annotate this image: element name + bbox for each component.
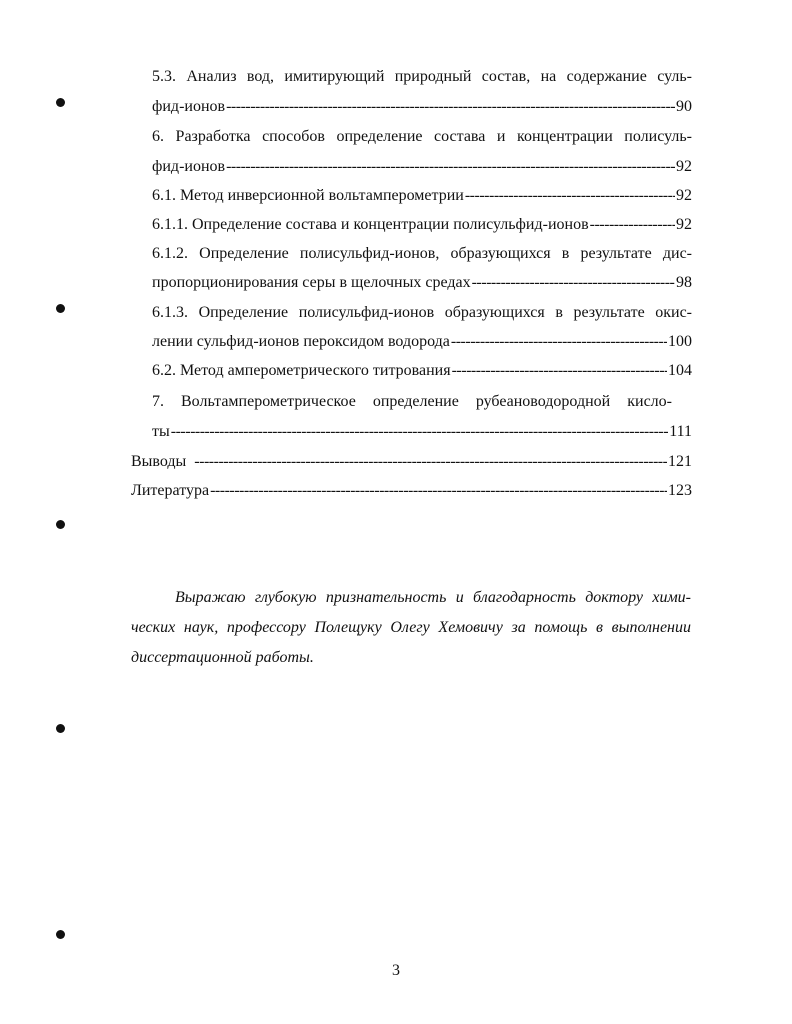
toc-entry-6-line-2 xyxy=(152,156,692,178)
toc-page-number: 92 xyxy=(676,158,692,175)
toc-page-number: 100 xyxy=(668,333,692,350)
toc-entry-text: 6.1. Метод инверсионной вольтамперометрии xyxy=(152,187,464,204)
toc-page-number: 111 xyxy=(669,423,692,440)
toc-entry-6-1-2-line-2 xyxy=(152,272,692,294)
binding-hole xyxy=(56,304,65,313)
binding-hole xyxy=(56,724,65,733)
toc-entry-6-1-3-line-2 xyxy=(152,331,692,353)
toc-leader-dots xyxy=(171,421,668,443)
toc-page-number: 90 xyxy=(676,98,692,115)
toc-entry-text: 6.1.2. Определение полисульфид-ионов, образующихся в результате дис- xyxy=(152,245,692,262)
toc-entry-conclusions xyxy=(131,451,692,473)
toc-leader-dots xyxy=(452,360,667,382)
toc-leader-dots xyxy=(451,331,667,353)
toc-entry-text: 6.1.3. Определение полисульфид-ионов образующихся в результате окис- xyxy=(152,304,692,321)
binding-hole xyxy=(56,930,65,939)
toc-entry-text: Литература xyxy=(131,482,210,499)
toc-leader-dots xyxy=(210,480,667,502)
toc-entry-6-line-1 xyxy=(152,126,692,148)
toc-entry-text: 6.1.1. Определение состава и концентрации полисульфид-ионов xyxy=(152,216,589,233)
toc-entry-text: 6.2. Метод амперометрического титрования xyxy=(152,362,451,379)
toc-entry-text: 5.3. Анализ вод, имитирующий природный состав, на содержание суль- xyxy=(152,68,692,85)
toc-page-number: 92 xyxy=(676,216,692,233)
toc-entry-text: 7. Вольтамперометрическое определение рубеановодородной кисло- xyxy=(152,393,672,410)
toc-leader-dots xyxy=(226,96,675,118)
toc-entry-text: Выводы xyxy=(131,453,187,470)
toc-entry-text: ты xyxy=(152,423,170,440)
toc-entry-text: пропорционирования серы в щелочных средах xyxy=(152,274,471,291)
acknowledgement-line: диссертационной работы. xyxy=(131,649,314,666)
toc-entry-6-1-2-line-1 xyxy=(152,243,692,265)
toc-page-number: 123 xyxy=(668,482,692,499)
toc-entry-text: фид-ионов xyxy=(152,98,226,115)
acknowledgement-line: Выражаю глубокую признательность и благодарность доктору хими- xyxy=(175,589,691,606)
toc-leader-dots xyxy=(472,272,675,294)
toc-entry-6-1 xyxy=(152,185,692,207)
toc-entry-6-2 xyxy=(152,360,692,382)
toc-entry-text: фид-ионов xyxy=(152,158,226,175)
toc-entry-7-line-1 xyxy=(152,391,672,413)
toc-entry-literature xyxy=(131,480,692,502)
toc-entry-5-3-line-1 xyxy=(152,66,692,88)
toc-leader-dots xyxy=(465,185,675,207)
page-number: 3 xyxy=(392,962,400,979)
toc-entry-6-1-1 xyxy=(152,214,692,236)
toc-entry-6-1-3-line-1 xyxy=(152,302,692,324)
binding-hole xyxy=(56,520,65,529)
toc-page-number: 92 xyxy=(676,187,692,204)
toc-leader-dots xyxy=(194,451,667,473)
binding-hole xyxy=(56,98,65,107)
acknowledgement xyxy=(131,583,691,673)
toc-entry-7-line-2 xyxy=(152,421,692,443)
toc-entry-5-3-line-2 xyxy=(152,96,692,118)
toc-page-number: 121 xyxy=(668,453,692,470)
toc-page-number: 98 xyxy=(676,274,692,291)
toc-leader-dots xyxy=(226,156,675,178)
toc-entry-text: 6. Разработка способов определение состава и концентрации полисуль- xyxy=(152,128,692,145)
toc-page-number: 104 xyxy=(668,362,692,379)
acknowledgement-line: ческих наук, профессору Полещуку Олегу Хемовичу за помощь в выполнении xyxy=(131,619,691,636)
toc-leader-dots xyxy=(590,214,675,236)
toc-entry-text: лении сульфид-ионов пероксидом водорода xyxy=(152,333,450,350)
